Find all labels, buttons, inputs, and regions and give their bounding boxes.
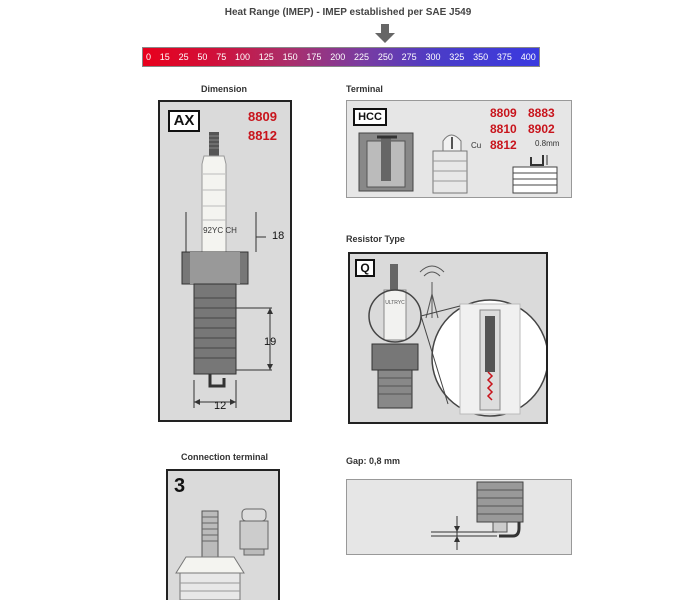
- resistor-label: Resistor Type: [346, 234, 405, 244]
- heat-tick: 400: [520, 52, 536, 62]
- terminal-number: 8809: [490, 106, 517, 120]
- terminal-gap-label: 0.8mm: [535, 139, 560, 148]
- terminal-number: 8902: [528, 122, 555, 136]
- gap-panel: [346, 479, 572, 555]
- dimension-label: Dimension: [201, 84, 248, 94]
- heat-tick: 200: [330, 52, 346, 62]
- plug-marking: 92YC CH: [203, 226, 237, 235]
- terminal-number: 8812: [490, 138, 517, 152]
- heat-tick: 15: [159, 52, 170, 62]
- terminal-code: HCC: [353, 108, 387, 126]
- heat-tick: 325: [449, 52, 465, 62]
- heat-tick: 225: [354, 52, 370, 62]
- terminal-drawing: [347, 101, 571, 197]
- connection-code: 3: [174, 475, 186, 497]
- connection-terminal-drawing: [168, 471, 278, 600]
- terminal-number: 8810: [490, 122, 517, 136]
- heat-range-title: Heat Range (IMEP) - IMEP established per SAE J549: [224, 7, 472, 18]
- resistor-plug-marking: ULTRYC: [385, 300, 405, 306]
- dimension-thread-length: 19: [264, 336, 277, 348]
- heat-tick: 75: [216, 52, 227, 62]
- resistor-panel: [348, 252, 548, 424]
- down-arrow-icon: [374, 24, 396, 44]
- heat-tick: 150: [282, 52, 298, 62]
- connection-label: Connection terminal: [181, 452, 269, 462]
- heat-tick: 250: [377, 52, 393, 62]
- terminal-number: 8883: [528, 106, 555, 120]
- dimension-panel: [158, 100, 292, 422]
- heat-range-scale: [142, 47, 540, 67]
- heat-tick: 375: [496, 52, 512, 62]
- dimension-thread-diameter: 12: [214, 400, 227, 412]
- heat-tick: 100: [234, 52, 251, 62]
- heat-tick: 275: [401, 52, 417, 62]
- dimension-number: 8812: [248, 128, 277, 143]
- heat-tick: 0: [146, 52, 152, 62]
- heat-tick: 25: [178, 52, 189, 62]
- dimension-hex: 18: [272, 230, 285, 242]
- gap-drawing: [347, 480, 571, 554]
- gap-label: Gap: 0,8 mm: [346, 456, 401, 466]
- heat-tick: 300: [425, 52, 441, 62]
- resistor-code: Q: [355, 259, 375, 277]
- spark-plug-drawing: [160, 102, 290, 420]
- terminal-label: Terminal: [346, 84, 383, 94]
- copper-label: Cu: [471, 141, 482, 150]
- heat-tick: 125: [258, 52, 274, 62]
- heat-tick: 350: [473, 52, 489, 62]
- heat-tick: 50: [197, 52, 208, 62]
- connection-panel: [166, 469, 280, 600]
- heat-tick: 175: [306, 52, 322, 62]
- dimension-code: AX: [168, 110, 200, 132]
- terminal-panel: [346, 100, 572, 198]
- resistor-drawing: [350, 254, 546, 422]
- dimension-number: 8809: [248, 109, 277, 124]
